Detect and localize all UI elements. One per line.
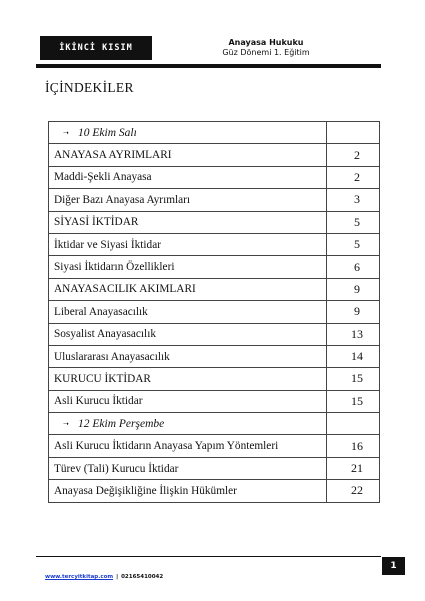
toc-entry-cell [49, 301, 327, 323]
toc-table [48, 121, 380, 503]
toc-entry-row [49, 233, 380, 255]
toc-entry-row [49, 323, 380, 345]
toc-entry-label: Liberal Anayasacılık [54, 305, 148, 318]
toc-entry-cell [49, 345, 327, 367]
toc-entry-cell [49, 189, 327, 211]
toc-page-number: 2 [327, 166, 380, 188]
toc-entry-row [49, 345, 380, 367]
header-divider [36, 64, 381, 68]
toc-entry-cell [49, 233, 327, 255]
toc-entry-cell [49, 390, 327, 412]
toc-entry-row [49, 189, 380, 211]
toc-entry-label: Uluslararası Anayasacılık [54, 350, 170, 363]
toc-page-number: 3 [327, 189, 380, 211]
toc-page-number: 16 [327, 435, 380, 457]
toc-entry-cell [49, 166, 327, 188]
toc-entry-cell [49, 256, 327, 278]
footer-divider [36, 556, 381, 557]
toc-page-number [327, 122, 380, 144]
toc-page-number: 9 [327, 278, 380, 300]
toc-page-number: 6 [327, 256, 380, 278]
arrow-bullet-icon: ➝ [63, 419, 69, 428]
toc-entry-cell [49, 323, 327, 345]
toc-day-row [49, 122, 380, 144]
footer-separator: | [116, 574, 119, 580]
page-number: 1 [382, 557, 405, 575]
toc-entry-label: Asli Kurucu İktidarın Anayasa Yapım Yöntemleri [54, 440, 279, 453]
toc-page-number: 15 [327, 368, 380, 390]
toc-entry-row [49, 144, 380, 166]
toc-entry-label: Anayasa Değişikliğine İlişkin Hükümler [54, 484, 237, 497]
toc-entry-row [49, 368, 380, 390]
toc-page-number: 9 [327, 301, 380, 323]
toc-page-number: 2 [327, 144, 380, 166]
toc-entry-cell [49, 122, 327, 144]
course-title: Anayasa Hukuku [228, 38, 304, 47]
toc-day-row [49, 413, 380, 435]
footer-contact [45, 574, 163, 580]
toc-entry-label: Asli Kurucu İktidar [54, 395, 143, 408]
toc-page-number: 5 [327, 233, 380, 255]
toc-page-number: 22 [327, 480, 380, 502]
toc-entry-row [49, 480, 380, 502]
arrow-bullet-icon: ➝ [63, 128, 69, 137]
toc-entry-cell [49, 278, 327, 300]
toc-entry-label: Sosyalist Anayasacılık [54, 328, 156, 341]
toc-entry-row [49, 435, 380, 457]
toc-entry-cell [49, 144, 327, 166]
toc-entry-row [49, 256, 380, 278]
toc-day-label: 12 Ekim Perşembe [78, 417, 165, 430]
toc-entry-label: Türev (Tali) Kurucu İktidar [54, 462, 179, 475]
toc-entry-label: ANAYASACILIK AKIMLARI [54, 283, 196, 296]
section-label: İKİNCİ KISIM [40, 36, 152, 60]
toc-entry-label: SİYASİ İKTİDAR [54, 216, 139, 229]
toc-title: İÇİNDEKİLER [45, 80, 134, 95]
toc-entry-cell [49, 435, 327, 457]
toc-entry-row [49, 211, 380, 233]
toc-entry-cell [49, 368, 327, 390]
toc-entry-cell [49, 413, 327, 435]
phone-number: 02165410042 [121, 574, 164, 580]
toc-page-number [327, 413, 380, 435]
toc-page-number: 15 [327, 390, 380, 412]
toc-day-label: 10 Ekim Salı [78, 126, 137, 139]
toc-entry-label: İktidar ve Siyasi İktidar [54, 238, 161, 251]
toc-entry-row [49, 278, 380, 300]
toc-entry-cell [49, 480, 327, 502]
toc-page-number: 21 [327, 457, 380, 479]
toc-entry-cell [49, 457, 327, 479]
toc-page-number: 5 [327, 211, 380, 233]
toc-entry-row [49, 390, 380, 412]
toc-entry-label: Diğer Bazı Anayasa Ayrımları [54, 193, 191, 206]
toc-entry-row [49, 457, 380, 479]
course-term: Güz Dönemi 1. Eğitim [222, 48, 310, 57]
toc-entry-label: KURUCU İKTİDAR [54, 372, 151, 385]
toc-page-number: 13 [327, 323, 380, 345]
website-link[interactable]: www.tercyitkitap.com [45, 574, 114, 580]
toc-entry-row [49, 301, 380, 323]
toc-entry-label: ANAYASA AYRIMLARI [54, 149, 172, 162]
toc-entry-cell [49, 211, 327, 233]
toc-entry-label: Maddi-Şekli Anayasa [54, 171, 152, 184]
toc-entry-row [49, 166, 380, 188]
toc-entry-label: Siyasi İktidarın Özellikleri [54, 261, 175, 274]
toc-page-number: 14 [327, 345, 380, 367]
